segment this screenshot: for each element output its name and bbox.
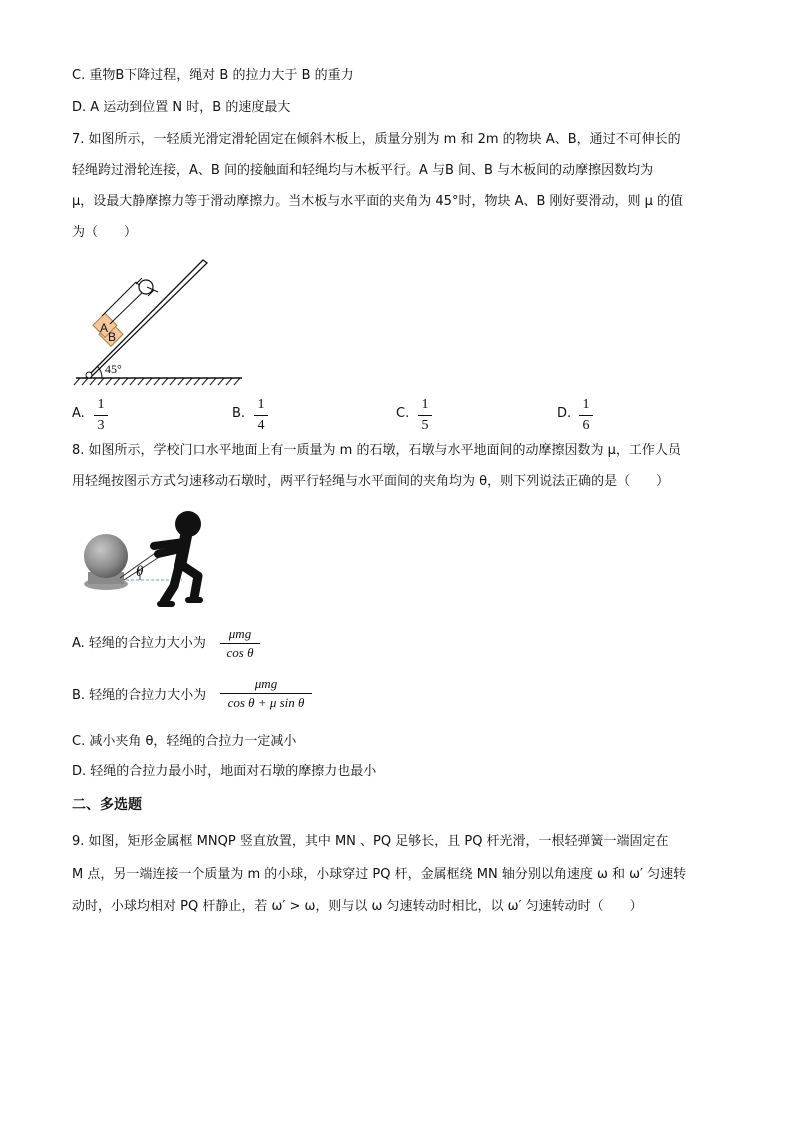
section-heading-multiple-choice: 二、多选题	[72, 797, 142, 813]
q8-stem-line-2: 用轻绳按图示方式匀速移动石墩时，两平行轻绳与水平面间的夹角均为 θ，则下列说法正确的是（ ）	[72, 474, 670, 489]
q8-option-b-formula: μmg cos θ + μ sin θ	[220, 676, 312, 711]
q7-incline-figure	[72, 252, 247, 387]
q7-stem-line-1: 7. 如图所示，一轻质光滑定滑轮固定在倾斜木板上，质量分别为 m 和 2m 的物块 A、B，通过不可伸长的	[72, 132, 681, 147]
q7-angle-label: 45°	[105, 362, 122, 376]
q8-option-b: B. 轻绳的合拉力大小为	[72, 688, 207, 703]
q7-option-b: B. 1 4	[232, 396, 292, 436]
q9-stem-line-1: 9. 如图，矩形金属框 MNQP 竖直放置，其中 MN 、PQ 足够长，且 PQ 杆光滑，一根轻弹簧一端固定在	[72, 834, 669, 849]
q7-block-b-label: B	[108, 330, 117, 344]
q8-option-d: D. 轻绳的合拉力最小时，地面对石墩的摩擦力也最小	[72, 764, 377, 779]
q7-option-c: C. 1 5	[396, 396, 456, 436]
q7-stem-line-3: μ，设最大静摩擦力等于滑动摩擦力。当木板与水平面的夹角为 45°时，物块 A、B 刚好要滑动，则 μ 的值	[72, 194, 684, 209]
q6-option-c: C. 重物B下降过程，绳对 B 的拉力大于 B 的重力	[72, 68, 354, 83]
q6-option-d: D. A 运动到位置 N 时，B 的速度最大	[72, 100, 291, 115]
q7-option-a: A. 1 3	[72, 396, 132, 436]
q9-stem-line-2: M 点，另一端连接一个质量为 m 的小球，小球穿过 PQ 杆，金属框绕 MN 轴分别以角速度 ω 和 ω′ 匀速转	[72, 867, 687, 882]
q7-stem-line-2: 轻绳跨过滑轮连接，A、B 间的接触面和轻绳均与木板平行。A 与B 间、B 与木板间的动摩擦因数均为	[72, 163, 654, 178]
q8-angle-label: θ	[136, 564, 144, 580]
q7-block-a-label: A	[100, 321, 109, 335]
q7-stem-line-4: 为（ ）	[72, 225, 138, 240]
q7-option-d: D. 1 6	[557, 396, 617, 436]
q9-stem-line-3: 动时，小球均相对 PQ 杆静止，若 ω′ > ω，则与以 ω 匀速转动时相比，以 ω′ 匀速转动时（ ）	[72, 899, 643, 914]
q8-option-c: C. 减小夹角 θ，轻绳的合拉力一定减小	[72, 734, 297, 749]
q8-stem-line-1: 8. 如图所示，学校门口水平地面上有一质量为 m 的石墩，石墩与水平地面间的动摩擦因数为 μ，工作人员	[72, 443, 681, 458]
q8-option-a-formula: μmg cos θ	[220, 626, 260, 661]
q8-stone-pier-figure	[82, 506, 218, 610]
q8-option-a: A. 轻绳的合拉力大小为	[72, 636, 206, 651]
